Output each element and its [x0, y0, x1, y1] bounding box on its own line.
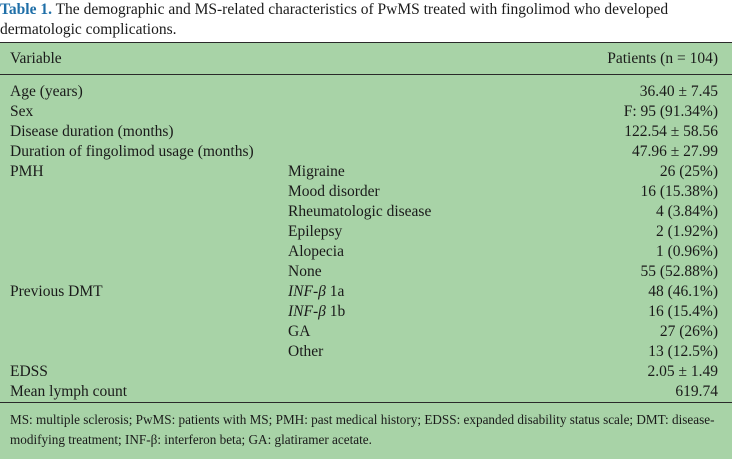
table-row-subcategory-text: 1a	[325, 283, 345, 300]
table-row-variable: Mean lymph count	[10, 383, 128, 400]
table-row-subcategory-italic: INF-β	[288, 283, 326, 300]
table-row-value: 4 (3.84%)	[656, 203, 718, 220]
table-row-variable: Sex	[10, 103, 34, 120]
table-row-value: 27 (26%)	[659, 323, 718, 340]
top-rule	[0, 42, 732, 43]
header-patients: Patients (n = 104)	[607, 50, 718, 67]
table-row-value: 16 (15.38%)	[640, 183, 718, 200]
table-row-value: 619.74	[675, 383, 718, 400]
table-row-subcategory	[288, 202, 431, 222]
table-row-subcategory-text: Migraine	[288, 163, 345, 180]
table-row-value: 36.40 ± 7.45	[639, 83, 718, 100]
table-row-value: 2.05 ± 1.49	[647, 363, 718, 380]
header-variable: Variable	[10, 50, 62, 67]
table-row-variable: Disease duration (months)	[10, 123, 174, 140]
table-caption-label: Table 1.	[0, 1, 52, 18]
table-row-variable: Age (years)	[10, 83, 83, 100]
table-row-subcategory	[288, 182, 380, 202]
table-row-value: 55 (52.88%)	[640, 263, 718, 280]
table-row-value: 122.54 ± 58.56	[624, 123, 718, 140]
table-row-variable: Duration of fingolimod usage (months)	[10, 143, 254, 160]
header-rule	[0, 74, 732, 75]
table-row-value: 48 (46.1%)	[648, 283, 718, 300]
table-row-subcategory-text: 1b	[325, 303, 346, 320]
table-row-subcategory	[288, 242, 344, 262]
table-row-value: 26 (25%)	[659, 163, 718, 180]
table-footnote: MS: multiple sclerosis; PwMS: patients with MS; PMH: past medical history; EDSS: expanded disability status scale; DMT: disease-modifying treatment; INF-β: interferon beta; GA: glatiramer acetate.	[10, 412, 715, 447]
table-row-value: 16 (15.4%)	[648, 303, 718, 320]
table-row-value: 47.96 ± 27.99	[631, 143, 718, 160]
table-row-subcategory	[288, 322, 310, 342]
table-row-subcategory-text: Mood disorder	[288, 183, 380, 200]
table-row-subcategory	[288, 222, 342, 242]
table-row-variable: Previous DMT	[10, 283, 103, 300]
table-row-subcategory-italic: INF-β	[288, 303, 326, 320]
table-row-variable: EDSS	[10, 363, 48, 380]
table-row-value: 2 (1.92%)	[656, 223, 718, 240]
table-caption-text: The demographic and MS-related characteristics of PwMS treated with fingolimod who developed dermatologic complications.	[0, 1, 669, 38]
table-row-subcategory	[288, 162, 345, 182]
table-row-variable: PMH	[10, 163, 44, 180]
table-row-value: 13 (12.5%)	[648, 343, 718, 360]
table-caption	[0, 0, 732, 42]
table-row-subcategory	[288, 262, 322, 282]
table-row-subcategory-text: None	[288, 263, 322, 280]
table-row-subcategory	[288, 302, 345, 322]
table-row-value: 1 (0.96%)	[656, 243, 718, 260]
table-row-subcategory-text: Epilepsy	[288, 223, 343, 240]
table-row-subcategory-text: Other	[288, 343, 324, 360]
table-row-subcategory	[288, 342, 323, 362]
table-panel	[0, 42, 732, 459]
table-row-value: F: 95 (91.34%)	[623, 103, 718, 120]
table-row-subcategory-text: GA	[288, 323, 311, 340]
table-row-subcategory	[288, 282, 344, 302]
table-row-subcategory-text: Alopecia	[288, 243, 344, 260]
bottom-rule	[0, 402, 732, 403]
table-row-subcategory-text: Rheumatologic disease	[288, 203, 432, 220]
